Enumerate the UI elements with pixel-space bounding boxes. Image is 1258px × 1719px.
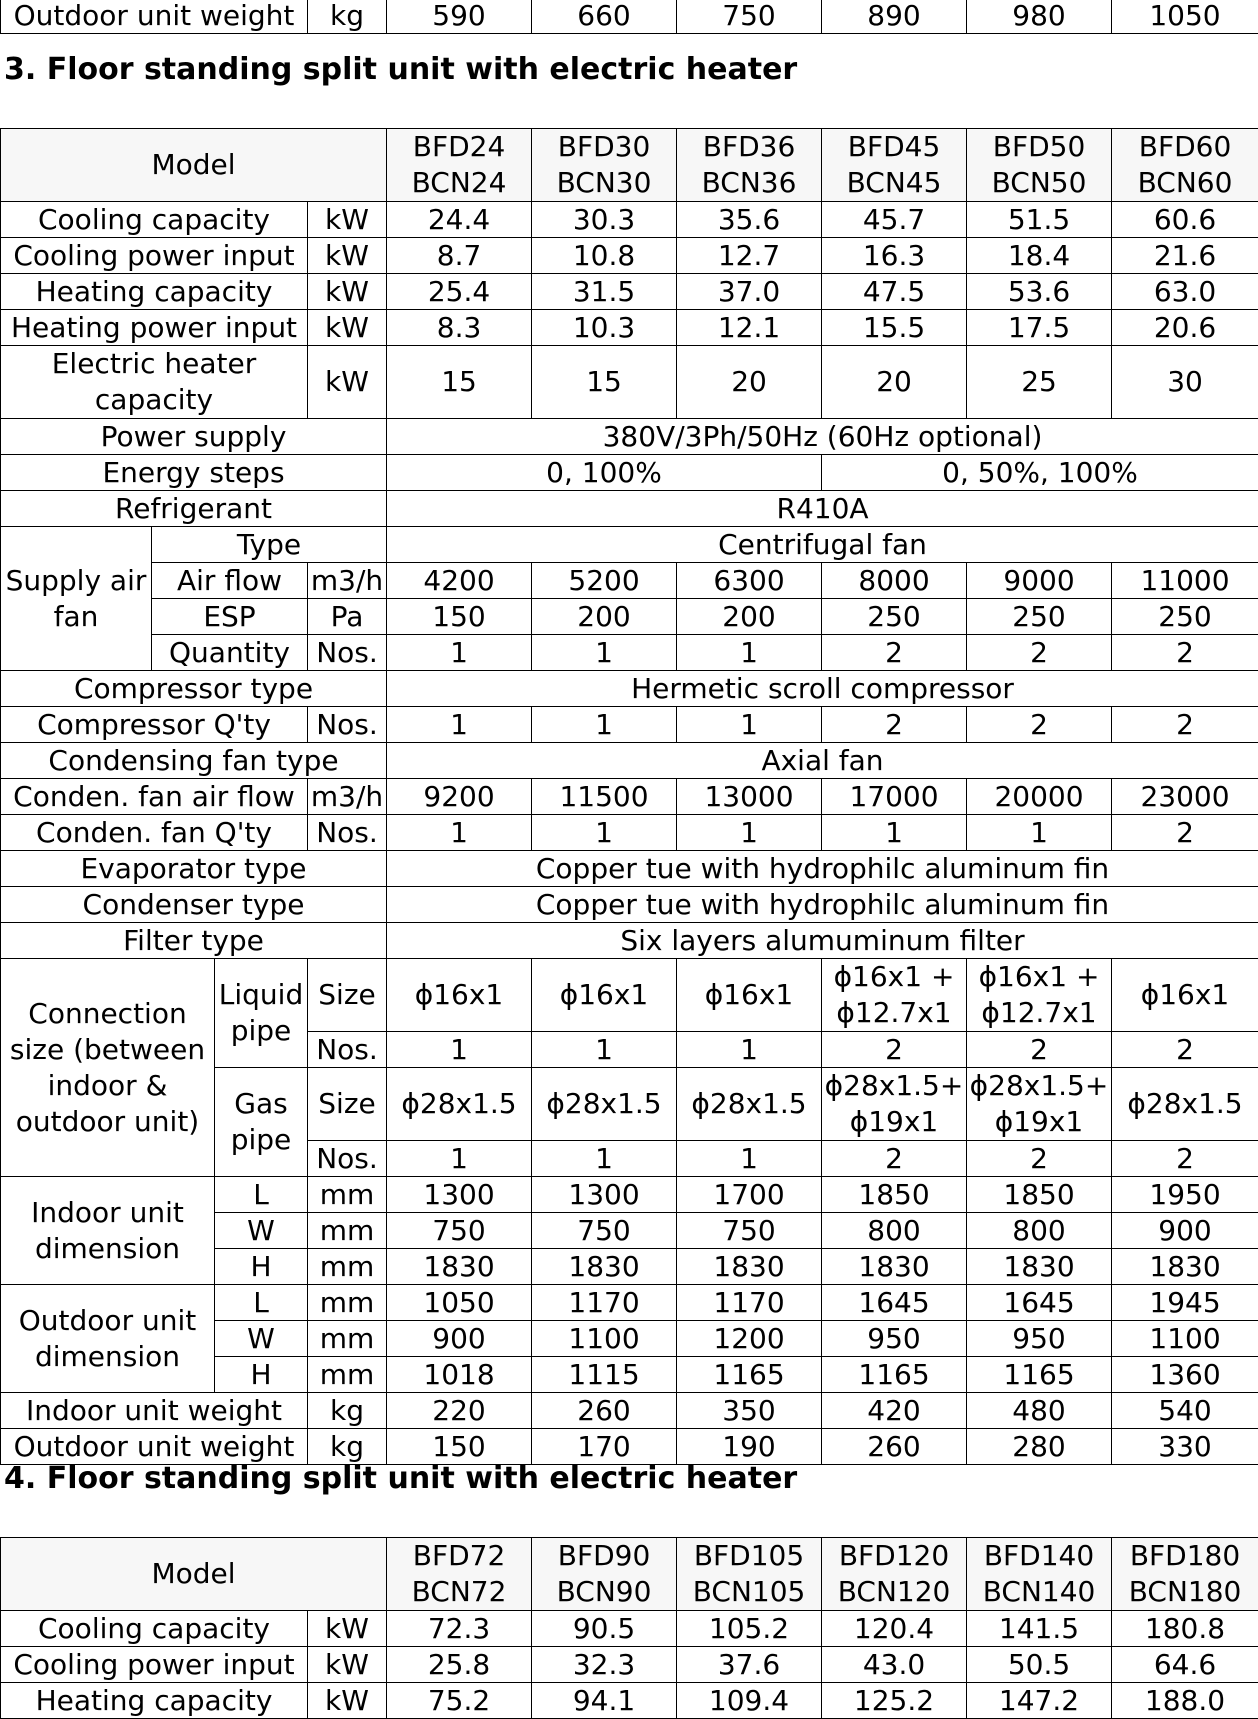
cell: ϕ16x1 [677,959,822,1032]
merged-cell: R410A [387,491,1258,527]
group-label: Outdoor unit dimension [1,1285,215,1393]
cell: 2 [1112,635,1258,671]
cell: 1645 [967,1285,1112,1321]
cell: 1830 [967,1249,1112,1285]
cell: 20 [677,346,822,419]
table-row [1,563,1258,599]
table-row [1,815,1258,851]
row-label: Power supply [1,419,387,455]
cell: ϕ28x1.5 [532,1068,677,1141]
row-unit: kg [308,0,387,34]
cell: 660 [532,0,677,34]
table-row [1,1611,1258,1647]
cell: 47.5 [822,274,967,310]
cell: 25 [967,346,1112,419]
row-label: Quantity [152,635,308,671]
cell: 150 [387,599,532,635]
cell: 280 [967,1429,1112,1465]
cell: 1018 [387,1357,532,1393]
cell: 200 [532,599,677,635]
row-label: Type [152,527,387,563]
table-row [1,1177,1258,1213]
cell: 1950 [1112,1177,1258,1213]
cell: 75.2 [387,1683,532,1719]
row-unit: kW [308,310,387,346]
model-cell: BFD60 BCN60 [1112,129,1258,202]
table-row [1,527,1258,563]
cell: 1 [677,1032,822,1068]
cell: 1 [677,815,822,851]
cell: 50.5 [967,1647,1112,1683]
cell: 590 [387,0,532,34]
row-unit: Nos. [308,707,387,743]
row-unit: mm [308,1213,387,1249]
cell: 1360 [1112,1357,1258,1393]
cell: 1115 [532,1357,677,1393]
cell: 1165 [822,1357,967,1393]
cell: 13000 [677,779,822,815]
row-label: Heating capacity [1,1683,308,1719]
row-label: W [215,1213,308,1249]
cell: 750 [387,1213,532,1249]
cell: 1 [677,1141,822,1177]
cell: 24.4 [387,202,532,238]
merged-cell: 0, 50%, 100% [822,455,1258,491]
sub-group-label: Liquid pipe [215,959,308,1068]
cell: 11000 [1112,563,1258,599]
row-label: Cooling power input [1,238,308,274]
row-label: Conden. fan air flow [1,779,308,815]
merged-cell: Copper tue with hydrophilc aluminum fin [387,851,1258,887]
cell: 1300 [387,1177,532,1213]
cell: 30 [1112,346,1258,419]
table-row [1,129,1258,202]
row-label: Heating power input [1,310,308,346]
table-row [1,310,1258,346]
cell: 1 [677,635,822,671]
cell: 1830 [1112,1249,1258,1285]
cell: 90.5 [532,1611,677,1647]
cell: 420 [822,1393,967,1429]
cell: 540 [1112,1393,1258,1429]
cell: 10.8 [532,238,677,274]
table-row [1,1429,1258,1465]
cell: 250 [967,599,1112,635]
cell: 950 [822,1321,967,1357]
cell: 1830 [532,1249,677,1285]
cell: 15 [387,346,532,419]
cell: ϕ28x1.5+ ϕ19x1 [822,1068,967,1141]
cell: 8.3 [387,310,532,346]
group-label: Supply air fan [1,527,152,671]
cell: 1 [387,815,532,851]
cell: 890 [822,0,967,34]
cell: 1 [532,635,677,671]
cell: 900 [387,1321,532,1357]
cell: 750 [677,1213,822,1249]
cell: 1830 [822,1249,967,1285]
cell: 9000 [967,563,1112,599]
cell: 37.0 [677,274,822,310]
row-unit: kW [308,1683,387,1719]
model-cell: BFD30 BCN30 [532,129,677,202]
table-row [1,491,1258,527]
cell: 330 [1112,1429,1258,1465]
row-label: W [215,1321,308,1357]
row-unit: Nos. [308,815,387,851]
row-unit: Size [308,959,387,1032]
sub-group-label: Gas pipe [215,1068,308,1177]
row-unit: Nos. [308,1141,387,1177]
cell: 1 [822,815,967,851]
cell: 23000 [1112,779,1258,815]
table-row [1,1538,1258,1611]
model-cell: BFD180 BCN180 [1112,1538,1258,1611]
cell: 11500 [532,779,677,815]
cell: 200 [677,599,822,635]
table-row [1,238,1258,274]
table-row [1,346,1258,419]
row-label: L [215,1177,308,1213]
cell: 1 [387,707,532,743]
cell: 220 [387,1393,532,1429]
table-row [1,599,1258,635]
cell: 2 [1112,815,1258,851]
cell: 1830 [387,1249,532,1285]
cell: 1100 [532,1321,677,1357]
cell: 180.8 [1112,1611,1258,1647]
cell: 1170 [677,1285,822,1321]
row-label: Compressor Q'ty [1,707,308,743]
cell: 10.3 [532,310,677,346]
cell: 250 [822,599,967,635]
model-header: Model [1,129,387,202]
table-row [1,923,1258,959]
row-label: Electric heater capacity [1,346,308,419]
group-label: Connection size (between indoor & outdoor unit) [1,959,215,1177]
cell: 20000 [967,779,1112,815]
row-unit: kW [308,238,387,274]
table-row [1,779,1258,815]
cell: 120.4 [822,1611,967,1647]
table-row [1,851,1258,887]
cell: 260 [532,1393,677,1429]
cell: 18.4 [967,238,1112,274]
table-row [1,743,1258,779]
cell: 1850 [822,1177,967,1213]
row-label: Indoor unit weight [1,1393,308,1429]
cell: 32.3 [532,1647,677,1683]
cell: 30.3 [532,202,677,238]
row-label: Cooling capacity [1,202,308,238]
cell: 1 [387,1141,532,1177]
cell: 105.2 [677,1611,822,1647]
group-label: Indoor unit dimension [1,1177,215,1285]
table-row [1,0,1258,34]
cell: 800 [967,1213,1112,1249]
cell: 63.0 [1112,274,1258,310]
cell: 188.0 [1112,1683,1258,1719]
cell: 1165 [677,1357,822,1393]
cell: ϕ28x1.5 [387,1068,532,1141]
table-row [1,671,1258,707]
section-4-title: 4. Floor standing split unit with electric heater [4,1461,798,1496]
cell: 5200 [532,563,677,599]
cell: 37.6 [677,1647,822,1683]
row-label: Cooling capacity [1,1611,308,1647]
model-cell: BFD120 BCN120 [822,1538,967,1611]
row-label: Compressor type [1,671,387,707]
cell: 51.5 [967,202,1112,238]
cell: 2 [967,707,1112,743]
row-label: Condenser type [1,887,387,923]
row-label: Conden. fan Q'ty [1,815,308,851]
cell: ϕ28x1.5 [1112,1068,1258,1141]
cell: 1200 [677,1321,822,1357]
cell: 8.7 [387,238,532,274]
row-label: Evaporator type [1,851,387,887]
row-unit: mm [308,1249,387,1285]
cell: 15.5 [822,310,967,346]
model-cell: BFD24 BCN24 [387,129,532,202]
merged-cell: 380V/3Ph/50Hz (60Hz optional) [387,419,1258,455]
cell: ϕ28x1.5 [677,1068,822,1141]
table-row [1,635,1258,671]
cell: 2 [822,707,967,743]
table-row [1,1285,1258,1321]
cell: 150 [387,1429,532,1465]
cell: 750 [677,0,822,34]
spec-table-section-4 [0,1537,1258,1719]
row-label: Air flow [152,563,308,599]
cell: 21.6 [1112,238,1258,274]
cell: 2 [967,635,1112,671]
cell: 94.1 [532,1683,677,1719]
spec-table-top [0,0,1258,34]
cell: 4200 [387,563,532,599]
table-row [1,959,1258,1032]
model-cell: BFD72 BCN72 [387,1538,532,1611]
merged-cell: Hermetic scroll compressor [387,671,1258,707]
merged-cell: Centrifugal fan [387,527,1258,563]
model-cell: BFD50 BCN50 [967,129,1112,202]
row-label: Heating capacity [1,274,308,310]
cell: 900 [1112,1213,1258,1249]
cell: 350 [677,1393,822,1429]
cell: 45.7 [822,202,967,238]
row-unit: mm [308,1321,387,1357]
cell: 141.5 [967,1611,1112,1647]
section-3-title: 3. Floor standing split unit with electric heater [4,52,798,87]
row-unit: Nos. [308,635,387,671]
row-label: Outdoor unit weight [1,1429,308,1465]
cell: 43.0 [822,1647,967,1683]
cell: 2 [822,1032,967,1068]
row-unit: m3/h [308,563,387,599]
cell: 2 [822,1141,967,1177]
table-row [1,455,1258,491]
cell: 1170 [532,1285,677,1321]
row-label: Outdoor unit weight [1,0,308,34]
spec-table-section-3 [0,128,1258,1465]
row-label: ESP [152,599,308,635]
cell: 1100 [1112,1321,1258,1357]
merged-cell: Six layers alumuminum filter [387,923,1258,959]
cell: 260 [822,1429,967,1465]
table-row [1,707,1258,743]
row-unit: kW [308,1647,387,1683]
cell: ϕ28x1.5+ ϕ19x1 [967,1068,1112,1141]
merged-cell: Copper tue with hydrophilc aluminum fin [387,887,1258,923]
model-cell: BFD45 BCN45 [822,129,967,202]
cell: 480 [967,1393,1112,1429]
cell: 9200 [387,779,532,815]
cell: ϕ16x1 [532,959,677,1032]
cell: 1050 [1112,0,1258,34]
cell: 17000 [822,779,967,815]
cell: 35.6 [677,202,822,238]
cell: 1 [677,707,822,743]
cell: 6300 [677,563,822,599]
cell: 1 [532,1032,677,1068]
row-unit: mm [308,1285,387,1321]
cell: 60.6 [1112,202,1258,238]
cell: 147.2 [967,1683,1112,1719]
row-unit: kW [308,346,387,419]
cell: 1850 [967,1177,1112,1213]
merged-cell: Axial fan [387,743,1258,779]
cell: 125.2 [822,1683,967,1719]
cell: 750 [532,1213,677,1249]
cell: 1300 [532,1177,677,1213]
row-unit: kW [308,1611,387,1647]
merged-cell: 0, 100% [387,455,822,491]
row-label: Cooling power input [1,1647,308,1683]
cell: 12.7 [677,238,822,274]
cell: 170 [532,1429,677,1465]
row-unit: m3/h [308,779,387,815]
row-label: L [215,1285,308,1321]
cell: 53.6 [967,274,1112,310]
cell: ϕ16x1 + ϕ12.7x1 [967,959,1112,1032]
cell: 1 [532,707,677,743]
row-unit: Pa [308,599,387,635]
cell: 20.6 [1112,310,1258,346]
cell: ϕ16x1 + ϕ12.7x1 [822,959,967,1032]
table-row [1,1647,1258,1683]
model-cell: BFD105 BCN105 [677,1538,822,1611]
cell: 25.8 [387,1647,532,1683]
cell: 25.4 [387,274,532,310]
cell: 1645 [822,1285,967,1321]
cell: 2 [1112,1141,1258,1177]
model-cell: BFD90 BCN90 [532,1538,677,1611]
model-cell: BFD140 BCN140 [967,1538,1112,1611]
row-unit: kg [308,1429,387,1465]
cell: 1945 [1112,1285,1258,1321]
table-row [1,274,1258,310]
row-label: Refrigerant [1,491,387,527]
cell: 1830 [677,1249,822,1285]
cell: 72.3 [387,1611,532,1647]
cell: 950 [967,1321,1112,1357]
model-header: Model [1,1538,387,1611]
cell: 2 [1112,707,1258,743]
row-unit: kW [308,202,387,238]
row-label: Filter type [1,923,387,959]
cell: 980 [967,0,1112,34]
cell: 8000 [822,563,967,599]
cell: 2 [1112,1032,1258,1068]
cell: 31.5 [532,274,677,310]
model-cell: BFD36 BCN36 [677,129,822,202]
cell: 109.4 [677,1683,822,1719]
cell: 250 [1112,599,1258,635]
cell: 1165 [967,1357,1112,1393]
cell: 1 [532,1141,677,1177]
row-unit: kg [308,1393,387,1429]
cell: ϕ16x1 [1112,959,1258,1032]
cell: 15 [532,346,677,419]
row-label: Condensing fan type [1,743,387,779]
cell: 64.6 [1112,1647,1258,1683]
row-label: H [215,1357,308,1393]
table-row [1,1393,1258,1429]
cell: 190 [677,1429,822,1465]
table-row [1,419,1258,455]
row-unit: mm [308,1357,387,1393]
cell: 20 [822,346,967,419]
table-row [1,1683,1258,1719]
cell: 1 [967,815,1112,851]
row-label: H [215,1249,308,1285]
row-unit: kW [308,274,387,310]
cell: 1700 [677,1177,822,1213]
cell: 800 [822,1213,967,1249]
cell: 1 [532,815,677,851]
cell: 2 [967,1141,1112,1177]
row-label: Energy steps [1,455,387,491]
cell: 2 [822,635,967,671]
cell: 12.1 [677,310,822,346]
table-row [1,887,1258,923]
cell: 1 [387,1032,532,1068]
cell: 1 [387,635,532,671]
cell: 17.5 [967,310,1112,346]
cell: 16.3 [822,238,967,274]
cell: 2 [967,1032,1112,1068]
row-unit: Size [308,1068,387,1141]
cell: 1050 [387,1285,532,1321]
row-unit: mm [308,1177,387,1213]
row-unit: Nos. [308,1032,387,1068]
table-row [1,202,1258,238]
cell: ϕ16x1 [387,959,532,1032]
